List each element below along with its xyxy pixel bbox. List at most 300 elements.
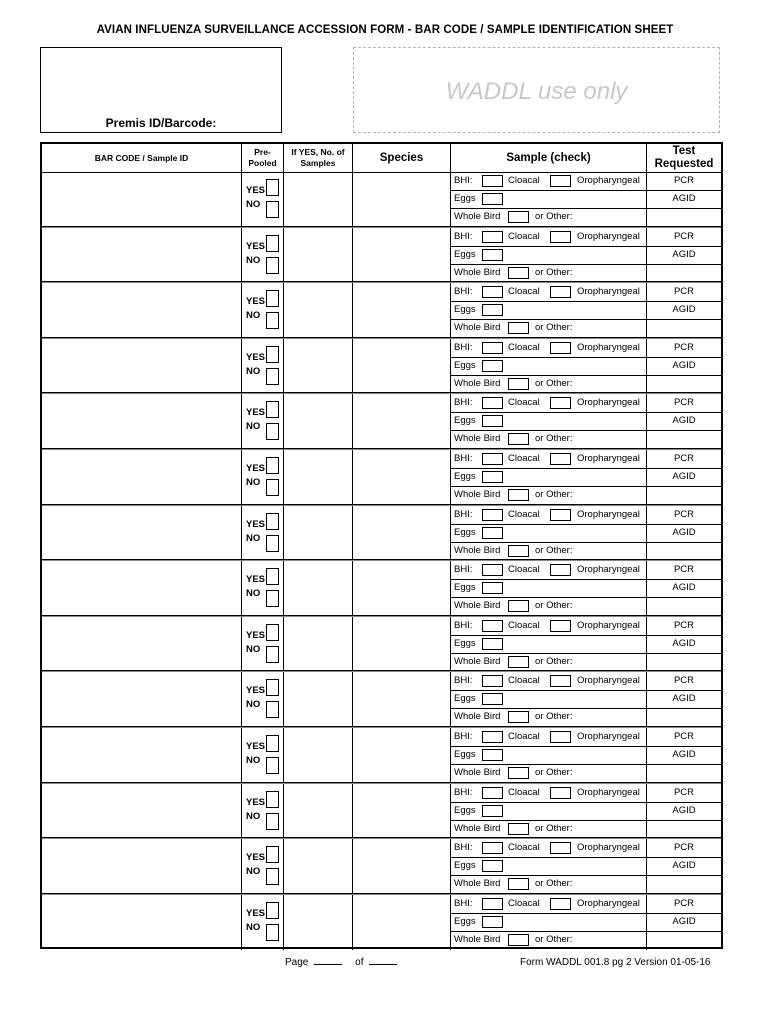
bhi-label: BHI: <box>454 897 473 909</box>
table-row <box>42 228 721 284</box>
no-checkbox[interactable] <box>266 479 279 496</box>
test-divider <box>647 190 721 191</box>
whole-bird-checkbox[interactable] <box>508 489 529 501</box>
bhi-checkbox[interactable] <box>482 564 503 576</box>
yes-checkbox[interactable] <box>266 401 279 418</box>
eggs-label: Eggs <box>454 637 476 649</box>
no-label: NO <box>246 755 261 766</box>
eggs-checkbox[interactable] <box>482 693 503 705</box>
yes-checkbox[interactable] <box>266 902 279 919</box>
yes-checkbox[interactable] <box>266 735 279 752</box>
no-checkbox[interactable] <box>266 757 279 774</box>
oropharyngeal-label: Oropharyngeal <box>577 397 640 409</box>
barcode-cell[interactable] <box>42 172 242 228</box>
barcode-cell[interactable] <box>42 450 242 506</box>
yes-checkbox[interactable] <box>266 346 279 363</box>
pcr-label[interactable]: PCR <box>673 731 695 742</box>
page-total-field[interactable] <box>369 964 397 965</box>
table-row <box>42 728 721 784</box>
test-divider <box>647 708 721 709</box>
oropharyngeal-label: Oropharyngeal <box>577 286 640 298</box>
table-row <box>42 172 721 228</box>
oropharyngeal-label: Oropharyngeal <box>577 564 640 576</box>
header-barcode: BAR CODE / Sample ID <box>42 144 242 172</box>
num-samples-cell[interactable] <box>284 283 353 339</box>
test-divider <box>647 931 721 932</box>
species-cell[interactable] <box>353 784 451 840</box>
eggs-checkbox[interactable] <box>482 582 503 594</box>
whole-bird-label: Whole Bird <box>454 933 501 945</box>
cloacal-checkbox[interactable] <box>550 397 571 409</box>
agid-label[interactable]: AGID <box>672 471 696 482</box>
agid-label[interactable]: AGID <box>672 860 696 872</box>
whole-bird-line <box>451 597 721 615</box>
test-divider <box>647 875 721 876</box>
no-checkbox[interactable] <box>266 813 279 830</box>
eggs-label: Eggs <box>454 749 476 760</box>
barcode-cell[interactable] <box>42 617 242 673</box>
oropharyngeal-label: Oropharyngeal <box>577 731 640 742</box>
yes-label: YES <box>246 629 266 641</box>
header-num-samples-line2: Samples <box>300 158 336 168</box>
eggs-checkbox[interactable] <box>482 805 503 817</box>
bhi-checkbox[interactable] <box>482 675 503 687</box>
oropharyngeal-label: Oropharyngeal <box>577 786 640 798</box>
cloacal-checkbox[interactable] <box>550 620 571 632</box>
no-checkbox[interactable] <box>266 590 279 607</box>
cloacal-checkbox[interactable] <box>550 787 571 799</box>
bhi-checkbox[interactable] <box>482 787 503 799</box>
agid-label[interactable]: AGID <box>672 193 696 204</box>
no-label: NO <box>246 365 261 377</box>
barcode-cell[interactable] <box>42 506 242 562</box>
num-samples-cell[interactable] <box>284 895 353 951</box>
bhi-checkbox[interactable] <box>482 397 503 409</box>
cloacal-checkbox[interactable] <box>550 286 571 298</box>
yes-checkbox[interactable] <box>266 568 279 585</box>
eggs-label: Eggs <box>454 304 476 316</box>
pcr-label[interactable]: PCR <box>673 453 695 464</box>
yes-label: YES <box>246 518 266 530</box>
agid-label[interactable]: AGID <box>672 248 696 260</box>
whole-bird-checkbox[interactable] <box>508 267 529 279</box>
bhi-label: BHI: <box>454 619 473 631</box>
pcr-label[interactable]: PCR <box>673 341 695 353</box>
agid-label[interactable]: AGID <box>672 915 696 927</box>
pcr-label[interactable]: PCR <box>673 564 695 576</box>
whole-bird-checkbox[interactable] <box>508 211 529 223</box>
barcode-cell[interactable] <box>42 561 242 617</box>
barcode-cell[interactable] <box>42 339 242 395</box>
test-divider <box>647 412 721 413</box>
bhi-label: BHI: <box>454 731 473 742</box>
barcode-cell[interactable] <box>42 228 242 284</box>
agid-label[interactable]: AGID <box>672 582 696 594</box>
table-row <box>42 839 721 895</box>
bhi-label: BHI: <box>454 564 473 576</box>
test-divider <box>647 653 721 654</box>
no-checkbox[interactable] <box>266 646 279 663</box>
whole-bird-label: Whole Bird <box>454 767 501 778</box>
agid-label[interactable]: AGID <box>672 637 696 649</box>
page-number-field[interactable] <box>314 964 342 965</box>
species-cell[interactable] <box>353 672 451 728</box>
oropharyngeal-label: Oropharyngeal <box>577 341 640 353</box>
species-cell[interactable] <box>353 283 451 339</box>
num-samples-cell[interactable] <box>284 728 353 784</box>
test-divider <box>647 524 721 525</box>
barcode-cell[interactable] <box>42 672 242 728</box>
waddl-use-only-label: WADDL use only <box>445 78 628 105</box>
barcode-cell[interactable] <box>42 895 242 951</box>
or-other-label: or Other: <box>535 322 573 334</box>
num-samples-cell[interactable] <box>284 784 353 840</box>
bhi-label: BHI: <box>454 341 473 353</box>
cloacal-checkbox[interactable] <box>550 564 571 576</box>
eggs-label: Eggs <box>454 415 476 427</box>
no-checkbox[interactable] <box>266 924 279 941</box>
agid-label[interactable]: AGID <box>672 415 696 427</box>
or-other-label: or Other: <box>535 822 573 834</box>
header-prepooled <box>242 144 284 172</box>
species-cell[interactable] <box>353 728 451 784</box>
cloacal-label: Cloacal <box>508 564 540 576</box>
bhi-label: BHI: <box>454 397 473 409</box>
test-divider <box>647 579 721 580</box>
eggs-label: Eggs <box>454 471 476 482</box>
whole-bird-line <box>451 264 721 282</box>
bhi-label: BHI: <box>454 508 473 520</box>
whole-bird-label: Whole Bird <box>454 266 501 278</box>
yes-checkbox[interactable] <box>266 290 279 307</box>
table-row <box>42 784 721 840</box>
or-other-label: or Other: <box>535 489 573 500</box>
num-samples-cell[interactable] <box>284 561 353 617</box>
test-divider <box>647 246 721 247</box>
cloacal-checkbox[interactable] <box>550 731 571 743</box>
whole-bird-line <box>451 875 721 893</box>
or-other-label: or Other: <box>535 600 573 612</box>
page-number <box>285 957 397 968</box>
eggs-checkbox[interactable] <box>482 749 503 761</box>
whole-bird-line <box>451 486 721 504</box>
num-samples-cell[interactable] <box>284 839 353 895</box>
or-other-label: or Other: <box>535 767 573 778</box>
whole-bird-checkbox[interactable] <box>508 934 529 946</box>
cloacal-checkbox[interactable] <box>550 842 571 854</box>
eggs-checkbox[interactable] <box>482 860 503 872</box>
num-samples-cell[interactable] <box>284 672 353 728</box>
eggs-label: Eggs <box>454 582 476 594</box>
num-samples-cell[interactable] <box>284 339 353 395</box>
whole-bird-label: Whole Bird <box>454 878 501 890</box>
page-label: Page <box>285 957 309 968</box>
no-label: NO <box>246 421 261 433</box>
test-divider <box>647 542 721 543</box>
cloacal-checkbox[interactable] <box>550 453 571 465</box>
table-row <box>42 283 721 339</box>
whole-bird-label: Whole Bird <box>454 600 501 612</box>
cloacal-label: Cloacal <box>508 286 540 298</box>
yes-label: YES <box>246 796 266 808</box>
or-other-label: or Other: <box>535 933 573 945</box>
no-label: NO <box>246 254 261 266</box>
agid-label[interactable]: AGID <box>672 359 696 371</box>
cloacal-checkbox[interactable] <box>550 898 571 910</box>
num-samples-cell[interactable] <box>284 506 353 562</box>
no-checkbox[interactable] <box>266 535 279 552</box>
cloacal-checkbox[interactable] <box>550 231 571 243</box>
form-title: AVIAN INFLUENZA SURVEILLANCE ACCESSION FORM - BAR CODE / SAMPLE IDENTIFICATION SHEET <box>96 24 674 36</box>
no-checkbox[interactable] <box>266 368 279 385</box>
whole-bird-line <box>451 208 721 226</box>
cloacal-label: Cloacal <box>508 508 540 520</box>
eggs-label: Eggs <box>454 860 476 872</box>
cloacal-checkbox[interactable] <box>550 342 571 354</box>
no-label: NO <box>246 866 261 878</box>
whole-bird-line <box>451 319 721 337</box>
species-cell[interactable] <box>353 172 451 228</box>
barcode-cell[interactable] <box>42 784 242 840</box>
yes-label: YES <box>246 240 266 252</box>
agid-label[interactable]: AGID <box>672 526 696 538</box>
whole-bird-checkbox[interactable] <box>508 656 529 668</box>
eggs-checkbox[interactable] <box>482 527 503 539</box>
no-label: NO <box>246 643 261 655</box>
whole-bird-label: Whole Bird <box>454 489 501 500</box>
eggs-checkbox[interactable] <box>482 916 503 928</box>
header-sample-check: Sample (check) <box>451 144 647 172</box>
whole-bird-checkbox[interactable] <box>508 767 529 779</box>
yes-label: YES <box>246 296 266 308</box>
yes-label: YES <box>246 407 266 419</box>
test-divider <box>647 746 721 747</box>
eggs-checkbox[interactable] <box>482 304 503 316</box>
pcr-label[interactable]: PCR <box>673 175 695 186</box>
species-cell[interactable] <box>353 839 451 895</box>
agid-label[interactable]: AGID <box>672 749 696 760</box>
bhi-label: BHI: <box>454 230 473 242</box>
test-divider <box>647 690 721 691</box>
oropharyngeal-label: Oropharyngeal <box>577 619 640 631</box>
species-cell[interactable] <box>353 506 451 562</box>
eggs-checkbox[interactable] <box>482 471 503 483</box>
agid-label[interactable]: AGID <box>672 693 696 705</box>
whole-bird-checkbox[interactable] <box>508 711 529 723</box>
cloacal-label: Cloacal <box>508 675 540 687</box>
or-other-label: or Other: <box>535 266 573 278</box>
whole-bird-line <box>451 653 721 671</box>
test-divider <box>647 486 721 487</box>
no-label: NO <box>246 532 261 544</box>
yes-label: YES <box>246 185 266 196</box>
table-row <box>42 506 721 562</box>
pcr-label[interactable]: PCR <box>673 508 695 520</box>
eggs-checkbox[interactable] <box>482 360 503 372</box>
oropharyngeal-label: Oropharyngeal <box>577 453 640 464</box>
barcode-cell[interactable] <box>42 394 242 450</box>
pcr-label[interactable]: PCR <box>673 786 695 798</box>
pcr-label[interactable]: PCR <box>673 230 695 242</box>
cloacal-checkbox[interactable] <box>550 175 571 187</box>
no-checkbox[interactable] <box>266 868 279 885</box>
whole-bird-label: Whole Bird <box>454 433 501 445</box>
species-cell[interactable] <box>353 617 451 673</box>
no-checkbox[interactable] <box>266 257 279 274</box>
whole-bird-line <box>451 764 721 782</box>
eggs-checkbox[interactable] <box>482 415 503 427</box>
bhi-checkbox[interactable] <box>482 286 503 298</box>
header-prepooled-line2: Pooled <box>248 158 277 168</box>
whole-bird-checkbox[interactable] <box>508 545 529 557</box>
agid-label[interactable]: AGID <box>672 304 696 316</box>
yes-checkbox[interactable] <box>266 179 279 196</box>
num-samples-cell[interactable] <box>284 394 353 450</box>
yes-checkbox[interactable] <box>266 846 279 863</box>
whole-bird-checkbox[interactable] <box>508 600 529 612</box>
no-checkbox[interactable] <box>266 423 279 440</box>
or-other-label: or Other: <box>535 655 573 667</box>
eggs-label: Eggs <box>454 193 476 204</box>
test-divider <box>647 375 721 376</box>
pcr-label[interactable]: PCR <box>673 286 695 298</box>
test-divider <box>647 820 721 821</box>
whole-bird-line <box>451 430 721 448</box>
test-divider <box>647 430 721 431</box>
eggs-checkbox[interactable] <box>482 193 503 205</box>
whole-bird-line <box>451 931 721 949</box>
yes-label: YES <box>246 741 266 752</box>
oropharyngeal-label: Oropharyngeal <box>577 175 640 186</box>
num-samples-cell[interactable] <box>284 228 353 284</box>
whole-bird-label: Whole Bird <box>454 211 501 222</box>
table-row <box>42 617 721 673</box>
num-samples-cell[interactable] <box>284 450 353 506</box>
whole-bird-checkbox[interactable] <box>508 823 529 835</box>
cloacal-checkbox[interactable] <box>550 675 571 687</box>
test-divider <box>647 208 721 209</box>
eggs-checkbox[interactable] <box>482 638 503 650</box>
bhi-label: BHI: <box>454 453 473 464</box>
header-test-line2: Requested <box>654 158 714 170</box>
whole-bird-checkbox[interactable] <box>508 322 529 334</box>
agid-label[interactable]: AGID <box>672 804 696 816</box>
table-row <box>42 672 721 728</box>
no-label: NO <box>246 810 261 822</box>
eggs-checkbox[interactable] <box>482 249 503 261</box>
test-divider <box>647 264 721 265</box>
eggs-label: Eggs <box>454 915 476 927</box>
whole-bird-checkbox[interactable] <box>508 433 529 445</box>
whole-bird-line <box>451 375 721 393</box>
barcode-cell[interactable] <box>42 839 242 895</box>
pcr-label[interactable]: PCR <box>673 619 695 631</box>
pcr-label[interactable]: PCR <box>673 842 695 854</box>
whole-bird-label: Whole Bird <box>454 822 501 834</box>
bhi-checkbox[interactable] <box>482 898 503 910</box>
bhi-label: BHI: <box>454 842 473 854</box>
bhi-checkbox[interactable] <box>482 342 503 354</box>
bhi-checkbox[interactable] <box>482 453 503 465</box>
whole-bird-label: Whole Bird <box>454 322 501 334</box>
bhi-checkbox[interactable] <box>482 509 503 521</box>
yes-checkbox[interactable] <box>266 791 279 808</box>
test-divider <box>647 857 721 858</box>
cloacal-label: Cloacal <box>508 786 540 798</box>
premis-id-box[interactable] <box>40 47 282 133</box>
bhi-checkbox[interactable] <box>482 620 503 632</box>
oropharyngeal-label: Oropharyngeal <box>577 842 640 854</box>
yes-checkbox[interactable] <box>266 624 279 641</box>
test-divider <box>647 301 721 302</box>
table-row <box>42 561 721 617</box>
pcr-label[interactable]: PCR <box>673 397 695 409</box>
whole-bird-label: Whole Bird <box>454 711 501 723</box>
barcode-cell[interactable] <box>42 283 242 339</box>
bhi-label: BHI: <box>454 675 473 687</box>
or-other-label: or Other: <box>535 711 573 723</box>
yes-checkbox[interactable] <box>266 513 279 530</box>
num-samples-cell[interactable] <box>284 172 353 228</box>
cloacal-label: Cloacal <box>508 230 540 242</box>
bhi-checkbox[interactable] <box>482 731 503 743</box>
pcr-label[interactable]: PCR <box>673 897 695 909</box>
yes-checkbox[interactable] <box>266 235 279 252</box>
whole-bird-checkbox[interactable] <box>508 878 529 890</box>
species-cell[interactable] <box>353 339 451 395</box>
yes-checkbox[interactable] <box>266 679 279 696</box>
or-other-label: or Other: <box>535 544 573 556</box>
cloacal-label: Cloacal <box>508 175 540 186</box>
no-label: NO <box>246 588 261 600</box>
barcode-cell[interactable] <box>42 728 242 784</box>
header-prepooled-line1: Pre- <box>254 147 271 157</box>
no-checkbox[interactable] <box>266 312 279 329</box>
cloacal-label: Cloacal <box>508 453 540 464</box>
no-label: NO <box>246 199 261 210</box>
whole-bird-label: Whole Bird <box>454 544 501 556</box>
cloacal-label: Cloacal <box>508 842 540 854</box>
species-cell[interactable] <box>353 895 451 951</box>
no-checkbox[interactable] <box>266 201 279 218</box>
header-test-requested <box>647 144 721 172</box>
no-checkbox[interactable] <box>266 701 279 718</box>
bhi-checkbox[interactable] <box>482 231 503 243</box>
species-cell[interactable] <box>353 228 451 284</box>
no-label: NO <box>246 310 261 322</box>
cloacal-checkbox[interactable] <box>550 509 571 521</box>
oropharyngeal-label: Oropharyngeal <box>577 675 640 687</box>
or-other-label: or Other: <box>535 377 573 389</box>
header-test-line1: Test <box>672 145 696 157</box>
species-cell[interactable] <box>353 450 451 506</box>
test-divider <box>647 468 721 469</box>
test-divider <box>647 357 721 358</box>
num-samples-cell[interactable] <box>284 617 353 673</box>
no-label: NO <box>246 699 261 711</box>
pcr-label[interactable]: PCR <box>673 675 695 687</box>
bhi-checkbox[interactable] <box>482 842 503 854</box>
yes-checkbox[interactable] <box>266 457 279 474</box>
species-cell[interactable] <box>353 561 451 617</box>
species-cell[interactable] <box>353 394 451 450</box>
whole-bird-checkbox[interactable] <box>508 378 529 390</box>
bhi-label: BHI: <box>454 175 473 186</box>
bhi-checkbox[interactable] <box>482 175 503 187</box>
cloacal-label: Cloacal <box>508 397 540 409</box>
test-divider <box>647 319 721 320</box>
oropharyngeal-label: Oropharyngeal <box>577 897 640 909</box>
